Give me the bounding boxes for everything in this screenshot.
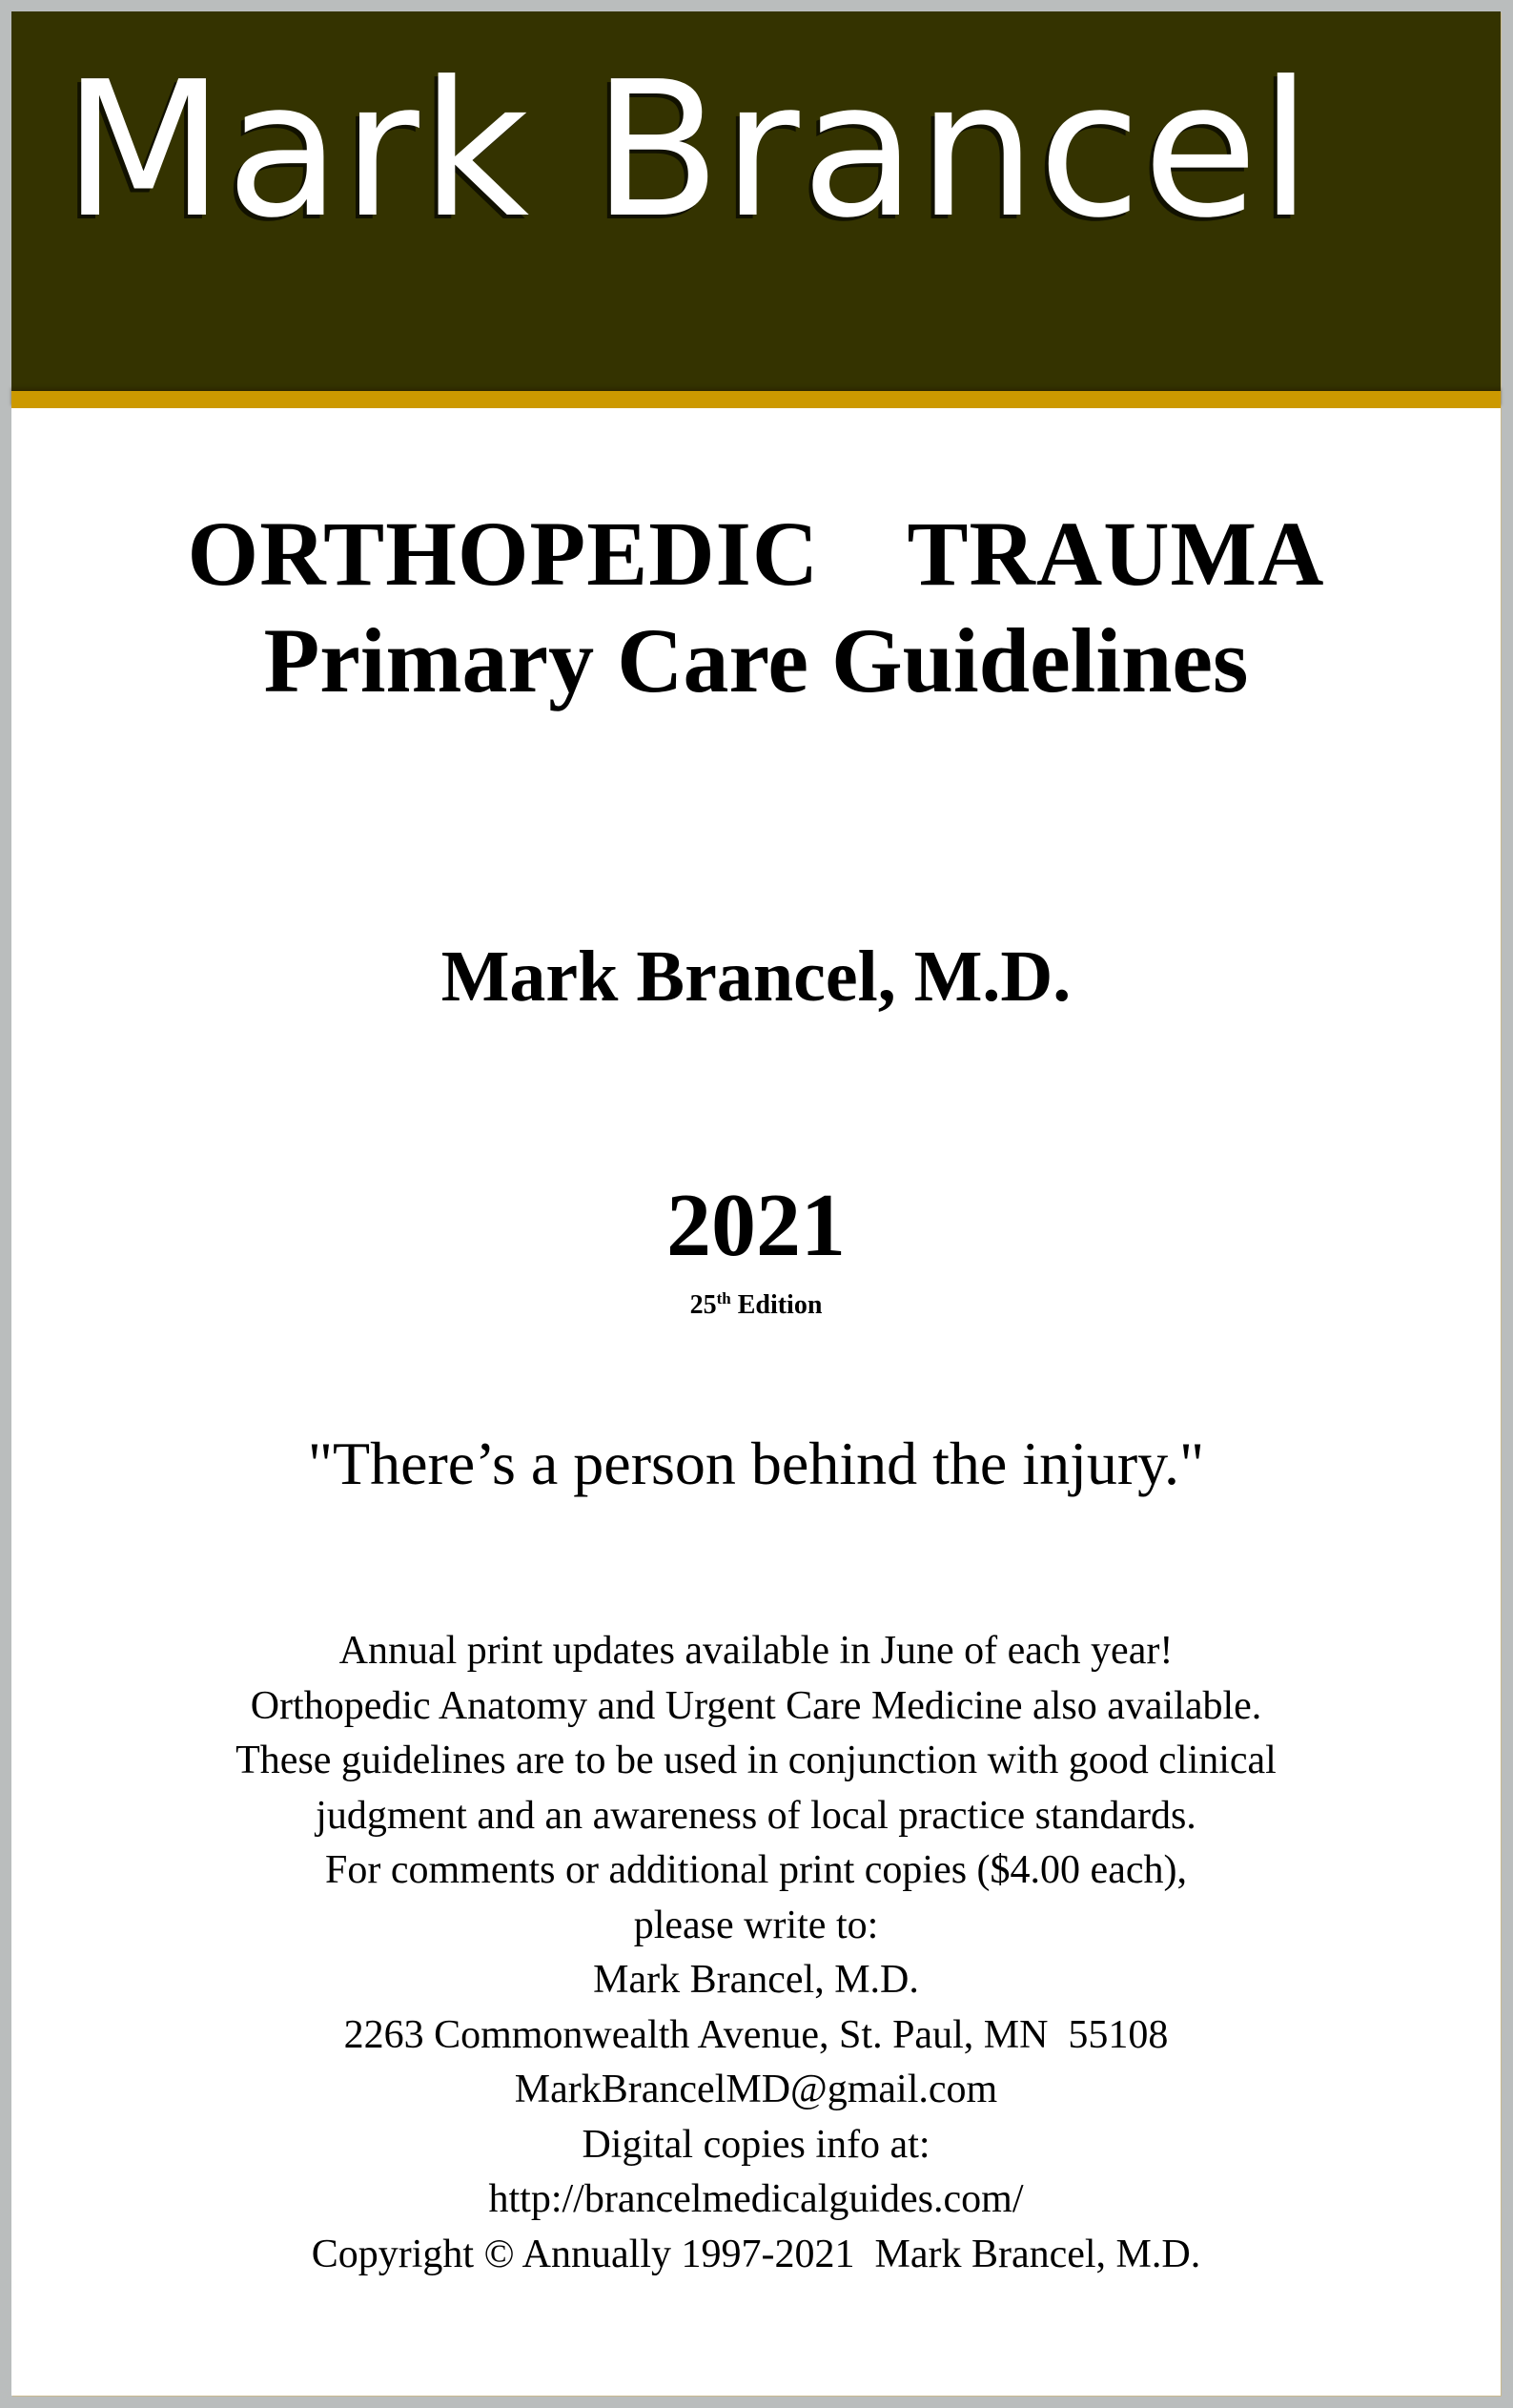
book-cover [11, 11, 1501, 2396]
info-line-digital: Digital copies info at: [582, 2122, 930, 2167]
copyright-line: Copyright © Annually 1997-2021 Mark Brancel, M.D. [311, 2232, 1201, 2276]
header-banner [11, 11, 1501, 391]
info-line-write-to: please write to: [633, 1903, 879, 1947]
tagline-quote: "There’s a person behind the injury." [307, 1430, 1205, 1497]
title-line-1: ORTHOPEDIC TRAUMA [187, 503, 1325, 605]
edition-year: 2021 [666, 1176, 846, 1275]
header-author-name: Mark Brancel [63, 42, 1314, 259]
edition-number: 25 [689, 1290, 717, 1320]
info-line-updates: Annual print updates available in June of each year! [338, 1629, 1174, 1673]
website-url: http://brancelmedicalguides.com/ [488, 2177, 1024, 2221]
info-line-disclaimer-2: judgment and an awareness of local practice standards. [316, 1793, 1196, 1838]
author-name: Mark Brancel, M.D. [440, 936, 1072, 1017]
edition-suffix: th [716, 1289, 731, 1307]
contact-name: Mark Brancel, M.D. [593, 1958, 919, 2002]
contact-address: 2263 Commonwealth Avenue, St. Paul, MN 55108 [343, 2012, 1169, 2057]
edition-label [11, 1286, 1501, 1325]
title-line-2: Primary Care Guidelines [263, 609, 1249, 711]
info-block [11, 1624, 1501, 2282]
edition-text: Edition [730, 1290, 823, 1320]
contact-email: MarkBrancelMD@gmail.com [514, 2068, 998, 2111]
accent-bar [11, 391, 1501, 408]
info-line-copies: For comments or additional print copies ($4.00 each), [325, 1848, 1187, 1892]
info-line-disclaimer-1: These guidelines are to be used in conjunction with good clinical [235, 1739, 1277, 1782]
info-line-other-titles: Orthopedic Anatomy and Urgent Care Medicine also available. [250, 1683, 1262, 1728]
